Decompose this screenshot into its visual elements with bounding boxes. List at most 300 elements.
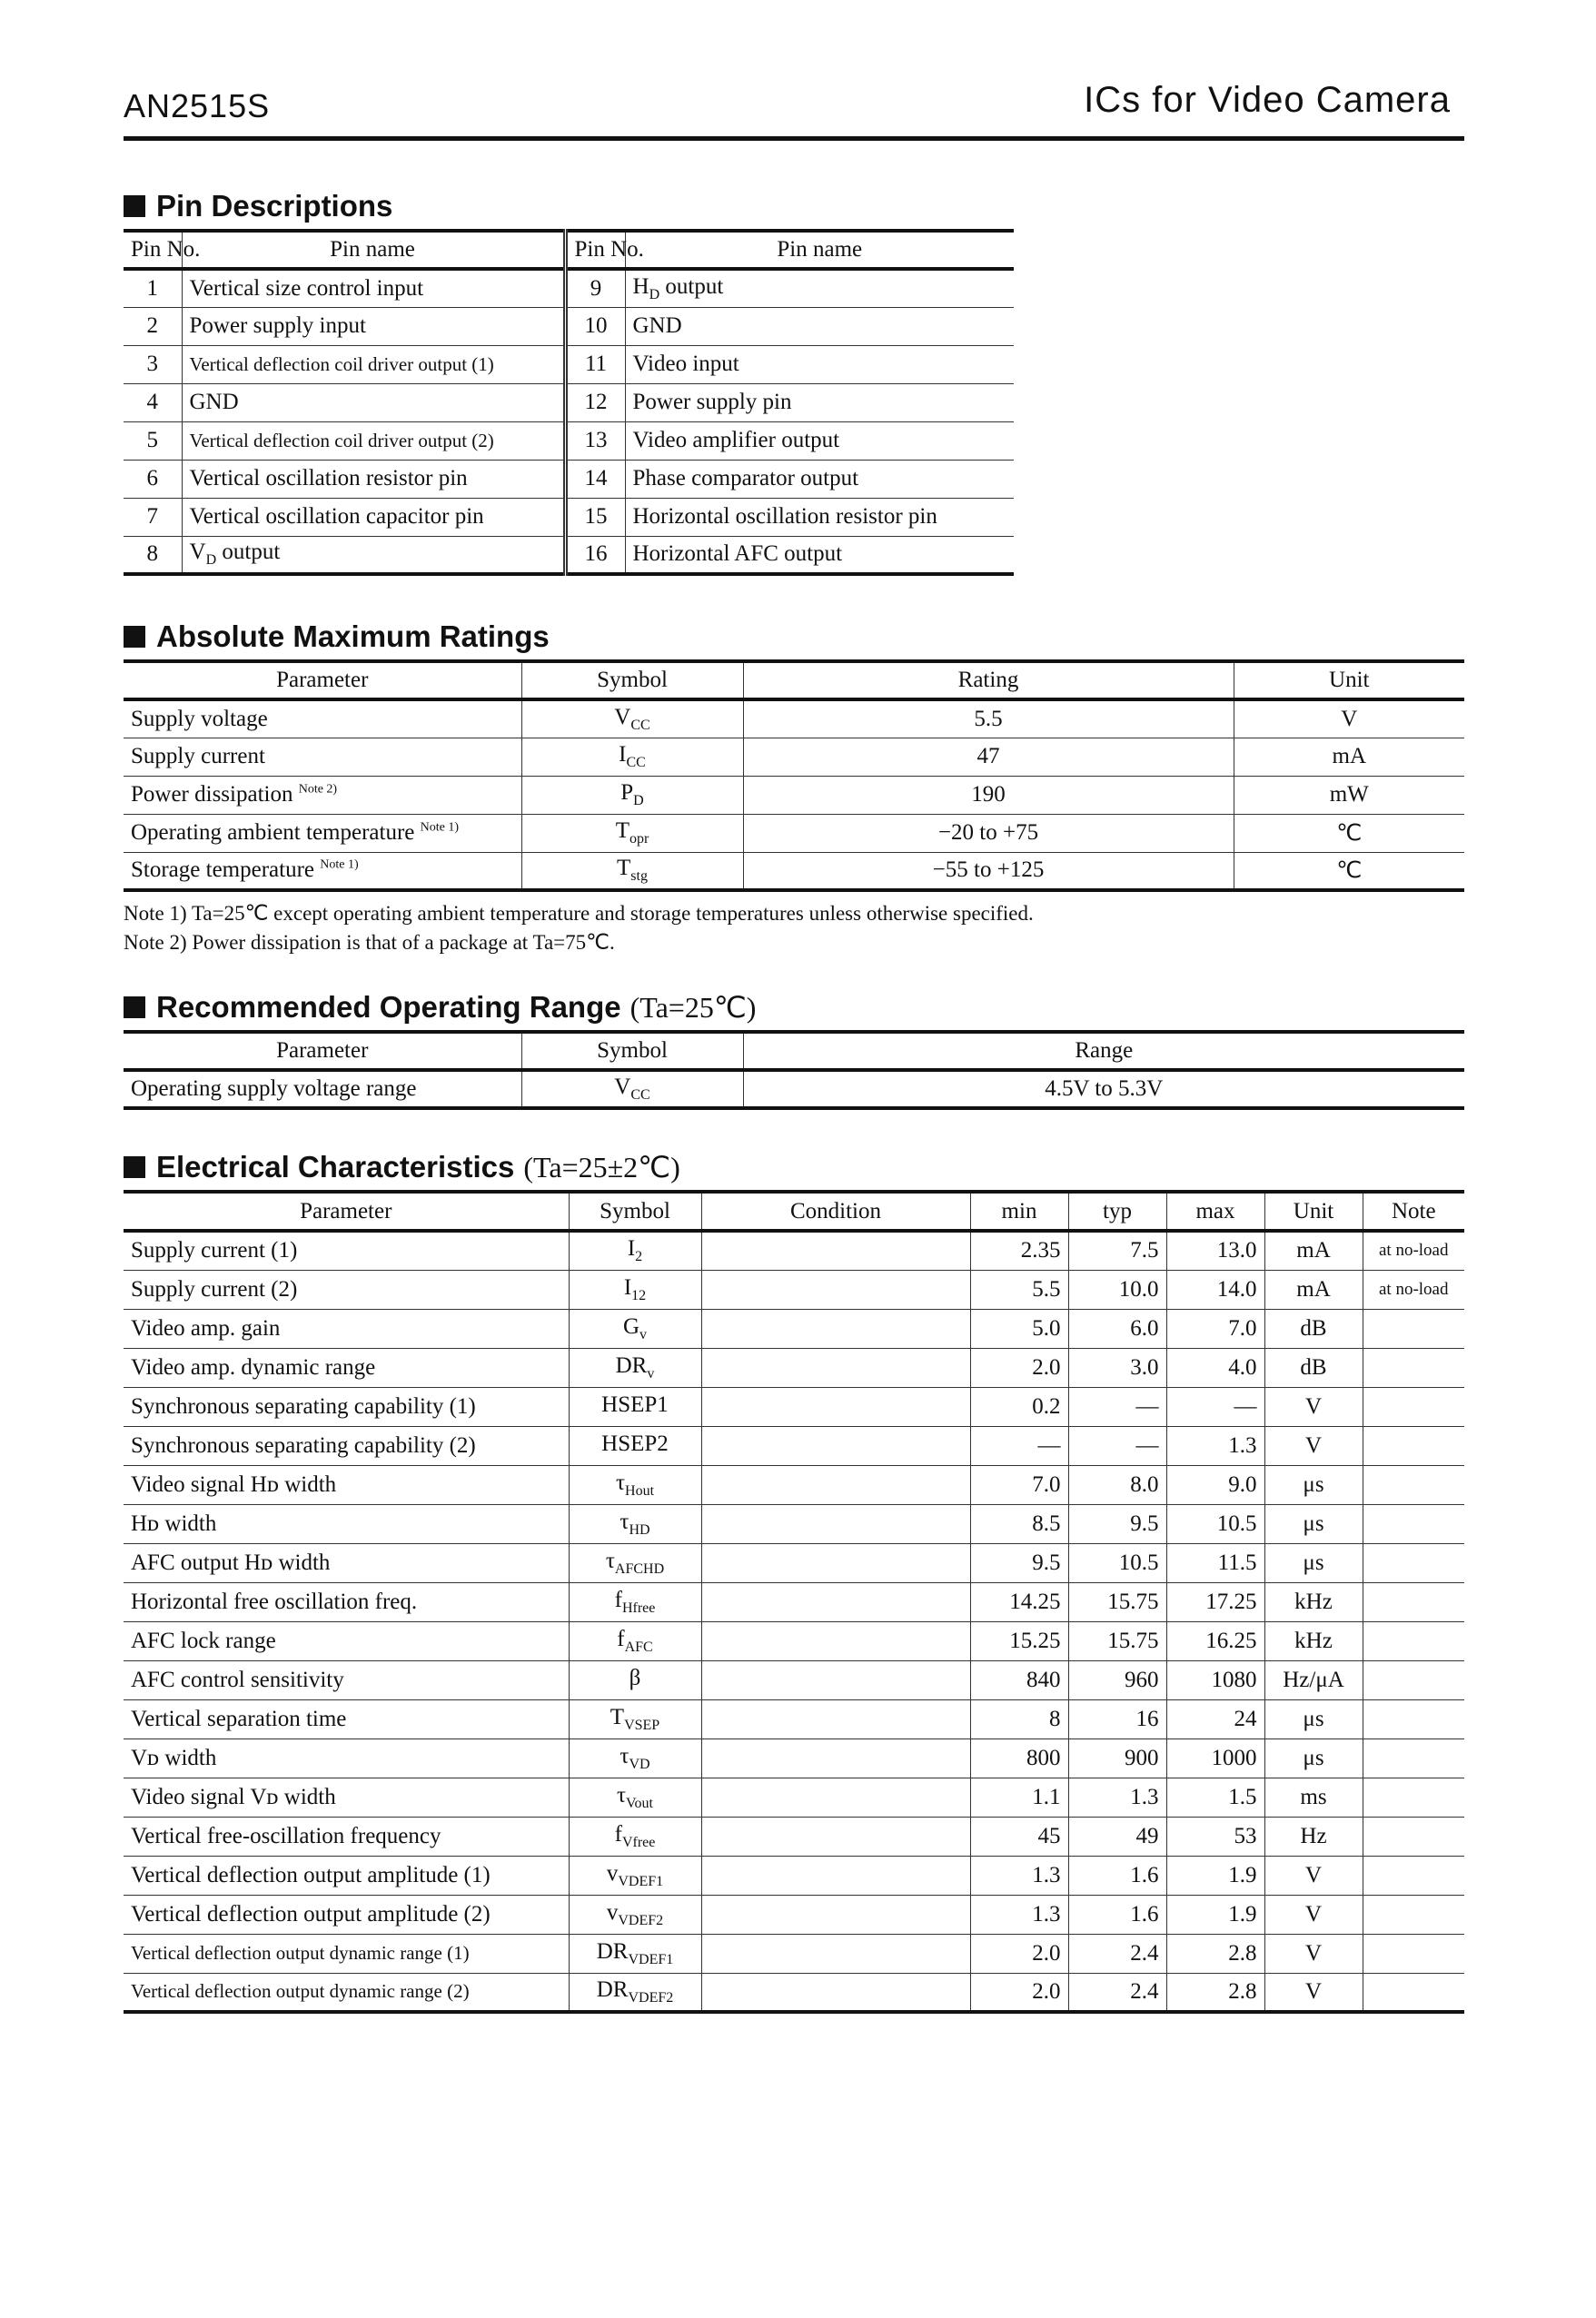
min-cell: 1.1 bbox=[970, 1778, 1068, 1817]
symbol-subscript: HD bbox=[629, 1521, 650, 1538]
max-cell: — bbox=[1166, 1387, 1264, 1426]
symbol-subscript: VDEF2 bbox=[618, 1912, 664, 1928]
pin-name-text: Phase comparator output bbox=[632, 466, 859, 490]
table-row bbox=[124, 1699, 1464, 1738]
parameter-text: Supply current bbox=[131, 744, 265, 768]
col-pin-no: Pin No. bbox=[124, 231, 182, 269]
pin-name-text: Vertical oscillation capacitor pin bbox=[189, 504, 484, 529]
note-cell bbox=[1363, 1465, 1464, 1504]
pin-number: 14 bbox=[565, 460, 625, 498]
symbol-cell bbox=[569, 1504, 701, 1543]
pin-name-text: Vertical size control input bbox=[189, 275, 424, 301]
max-cell: 1.9 bbox=[1166, 1895, 1264, 1934]
pin-number: 13 bbox=[565, 421, 625, 460]
unit-cell: Hz bbox=[1264, 1817, 1363, 1856]
unit-cell: dB bbox=[1264, 1348, 1363, 1387]
symbol-text: I bbox=[623, 1274, 632, 1300]
table-row bbox=[124, 269, 1014, 307]
rating-cell: 190 bbox=[743, 776, 1234, 814]
electrical-characteristics-table bbox=[124, 1190, 1464, 2014]
symbol-cell bbox=[569, 1856, 701, 1895]
unit-cell: μs bbox=[1264, 1699, 1363, 1738]
symbol-subscript: opr bbox=[629, 831, 649, 847]
pin-number: 8 bbox=[124, 536, 182, 574]
rating-cell: −55 to +125 bbox=[743, 852, 1234, 890]
unit-cell: Hz/μA bbox=[1264, 1660, 1363, 1699]
typ-cell: 2.4 bbox=[1068, 1973, 1166, 2012]
symbol-subscript: AFC bbox=[624, 1639, 653, 1655]
symbol-cell bbox=[569, 1387, 701, 1426]
table-row bbox=[124, 1895, 1464, 1934]
unit-cell: ℃ bbox=[1234, 814, 1464, 852]
symbol-cell bbox=[521, 738, 743, 776]
table-row bbox=[124, 1660, 1464, 1699]
min-cell: 1.3 bbox=[970, 1856, 1068, 1895]
symbol-cell bbox=[569, 1231, 701, 1270]
min-cell: 9.5 bbox=[970, 1543, 1068, 1582]
parameter-cell: Vᴅ width bbox=[124, 1738, 569, 1778]
typ-cell: 8.0 bbox=[1068, 1465, 1166, 1504]
parameter-cell: Supply current (2) bbox=[124, 1270, 569, 1309]
parameter-cell bbox=[124, 814, 521, 852]
col-symbol: Symbol bbox=[569, 1192, 701, 1231]
min-cell: 840 bbox=[970, 1660, 1068, 1699]
symbol-subscript: v bbox=[639, 1326, 648, 1342]
table-row bbox=[124, 1778, 1464, 1817]
symbol-text: f bbox=[617, 1626, 625, 1651]
symbol-text: T bbox=[615, 818, 629, 843]
note-cell bbox=[1363, 1543, 1464, 1582]
table-row bbox=[124, 421, 1014, 460]
max-cell: 13.0 bbox=[1166, 1231, 1264, 1270]
pin-name-text: Video amplifier output bbox=[632, 428, 840, 452]
note-cell bbox=[1363, 1621, 1464, 1660]
symbol-cell bbox=[569, 1895, 701, 1934]
category-title: ICs for Video Camera bbox=[1084, 80, 1451, 120]
pin-number: 10 bbox=[565, 307, 625, 345]
typ-cell: 6.0 bbox=[1068, 1309, 1166, 1348]
symbol-text: DR bbox=[596, 1976, 629, 2002]
parameter-cell: Vertical deflection output amplitude (2) bbox=[124, 1895, 569, 1934]
note-cell bbox=[1363, 1582, 1464, 1621]
condition-cell bbox=[701, 1660, 970, 1699]
pin-name bbox=[625, 307, 1014, 345]
symbol-text: τ bbox=[605, 1548, 615, 1573]
symbol-text: DR bbox=[596, 1938, 629, 1964]
absolute-max-heading: Absolute Maximum Ratings bbox=[124, 619, 550, 654]
pin-name-text: Power supply pin bbox=[632, 390, 792, 414]
condition-cell bbox=[701, 1387, 970, 1426]
section-bullet-icon bbox=[124, 626, 145, 648]
max-cell: 53 bbox=[1166, 1817, 1264, 1856]
typ-cell: — bbox=[1068, 1426, 1166, 1465]
symbol-cell bbox=[569, 1817, 701, 1856]
symbol-subscript: VD bbox=[629, 1756, 650, 1772]
unit-cell: dB bbox=[1264, 1309, 1363, 1348]
symbol-text: I bbox=[627, 1236, 636, 1262]
unit-cell: mA bbox=[1264, 1270, 1363, 1309]
min-cell: — bbox=[970, 1426, 1068, 1465]
parameter-cell bbox=[124, 776, 521, 814]
symbol-subscript: VDEF2 bbox=[628, 1989, 674, 2006]
typ-cell: 16 bbox=[1068, 1699, 1166, 1738]
pin-number: 15 bbox=[565, 498, 625, 536]
ratings-notes bbox=[124, 899, 1034, 957]
table-header-row bbox=[124, 231, 1014, 269]
unit-cell: μs bbox=[1264, 1465, 1363, 1504]
symbol-text: I bbox=[619, 742, 627, 767]
max-cell: 1000 bbox=[1166, 1738, 1264, 1778]
parameter-cell: Video amp. dynamic range bbox=[124, 1348, 569, 1387]
condition-cell bbox=[701, 1973, 970, 2012]
pin-number: 5 bbox=[124, 421, 182, 460]
unit-cell: V bbox=[1264, 1895, 1363, 1934]
table-row bbox=[124, 1070, 1464, 1108]
condition-cell bbox=[701, 1426, 970, 1465]
symbol-text: β bbox=[629, 1665, 641, 1690]
rating-cell: 47 bbox=[743, 738, 1234, 776]
parameter-cell: Operating supply voltage range bbox=[124, 1070, 521, 1108]
symbol-subscript: CC bbox=[626, 755, 646, 770]
parameter-cell: Vertical deflection output dynamic range (1) bbox=[124, 1934, 569, 1973]
min-cell: 8.5 bbox=[970, 1504, 1068, 1543]
unit-cell: kHz bbox=[1264, 1582, 1363, 1621]
parameter-cell: Vertical free-oscillation frequency bbox=[124, 1817, 569, 1856]
parameter-text: Supply voltage bbox=[131, 706, 268, 731]
min-cell: 0.2 bbox=[970, 1387, 1068, 1426]
table-header-row bbox=[124, 661, 1464, 699]
note-cell bbox=[1363, 1895, 1464, 1934]
table-row bbox=[124, 1543, 1464, 1582]
min-cell: 2.0 bbox=[970, 1934, 1068, 1973]
parameter-cell: Supply current (1) bbox=[124, 1231, 569, 1270]
max-cell: 10.5 bbox=[1166, 1504, 1264, 1543]
typ-cell: 10.5 bbox=[1068, 1543, 1166, 1582]
symbol-cell bbox=[521, 776, 743, 814]
parameter-cell: AFC lock range bbox=[124, 1621, 569, 1660]
pin-name-text: Power supply input bbox=[189, 313, 366, 338]
min-cell: 7.0 bbox=[970, 1465, 1068, 1504]
absolute-max-table bbox=[124, 659, 1464, 892]
parameter-cell: Vertical deflection output amplitude (1) bbox=[124, 1856, 569, 1895]
min-cell: 45 bbox=[970, 1817, 1068, 1856]
note-cell bbox=[1363, 1699, 1464, 1738]
pin-name bbox=[182, 383, 565, 421]
symbol-cell bbox=[569, 1699, 701, 1738]
table-row bbox=[124, 1231, 1464, 1270]
condition-cell bbox=[701, 1778, 970, 1817]
col-parameter: Parameter bbox=[124, 1032, 521, 1070]
section-bullet-icon bbox=[124, 1156, 145, 1178]
note-2: Note 2) Power dissipation is that of a package at Ta=75℃. bbox=[124, 931, 615, 954]
typ-cell: — bbox=[1068, 1387, 1166, 1426]
max-cell: 2.8 bbox=[1166, 1973, 1264, 2012]
pin-name bbox=[625, 345, 1014, 383]
pin-number: 11 bbox=[565, 345, 625, 383]
pin-number: 16 bbox=[565, 536, 625, 574]
table-row bbox=[124, 814, 1464, 852]
pin-name bbox=[625, 498, 1014, 536]
symbol-cell bbox=[521, 699, 743, 738]
parameter-cell: Video signal Vᴅ width bbox=[124, 1778, 569, 1817]
col-pin-no: Pin No. bbox=[565, 231, 625, 269]
unit-cell: ms bbox=[1264, 1778, 1363, 1817]
min-cell: 800 bbox=[970, 1738, 1068, 1778]
parameter-cell: AFC output Hᴅ width bbox=[124, 1543, 569, 1582]
col-unit: Unit bbox=[1234, 661, 1464, 699]
note-cell bbox=[1363, 1778, 1464, 1817]
pin-name bbox=[182, 269, 565, 307]
symbol-cell bbox=[569, 1348, 701, 1387]
pin-name bbox=[625, 460, 1014, 498]
typ-cell: 3.0 bbox=[1068, 1348, 1166, 1387]
note-cell bbox=[1363, 1426, 1464, 1465]
recommended-range-heading: Recommended Operating Range (Ta=25℃) bbox=[124, 990, 756, 1025]
pin-number: 6 bbox=[124, 460, 182, 498]
pin-descriptions-table bbox=[124, 229, 1014, 576]
condition-cell bbox=[701, 1504, 970, 1543]
condition-cell bbox=[701, 1231, 970, 1270]
pin-name-text: Video input bbox=[632, 352, 739, 376]
min-cell: 5.0 bbox=[970, 1309, 1068, 1348]
parameter-cell: Video signal Hᴅ width bbox=[124, 1465, 569, 1504]
condition-cell bbox=[701, 1348, 970, 1387]
electrical-condition: (Ta=25±2℃) bbox=[523, 1151, 680, 1184]
pin-number: 12 bbox=[565, 383, 625, 421]
condition-cell bbox=[701, 1738, 970, 1778]
table-row bbox=[124, 460, 1014, 498]
parameter-cell: AFC control sensitivity bbox=[124, 1660, 569, 1699]
symbol-text: V bbox=[614, 704, 631, 729]
symbol-cell bbox=[569, 1426, 701, 1465]
symbol-text: τ bbox=[620, 1743, 629, 1768]
table-row bbox=[124, 383, 1014, 421]
max-cell: 1.9 bbox=[1166, 1856, 1264, 1895]
range-cell: 4.5V to 5.3V bbox=[743, 1070, 1464, 1108]
pin-name-text: Vertical deflection coil driver output (2) bbox=[189, 429, 494, 451]
pin-descriptions-heading: Pin Descriptions bbox=[124, 189, 392, 223]
pin-name bbox=[182, 307, 565, 345]
table-row bbox=[124, 1348, 1464, 1387]
parameter-cell: Synchronous separating capability (1) bbox=[124, 1387, 569, 1426]
pin-name-subscript: D bbox=[205, 552, 217, 569]
typ-cell: 900 bbox=[1068, 1738, 1166, 1778]
typ-cell: 960 bbox=[1068, 1660, 1166, 1699]
note-cell bbox=[1363, 1387, 1464, 1426]
parameter-cell: Vertical separation time bbox=[124, 1699, 569, 1738]
typ-cell: 7.5 bbox=[1068, 1231, 1166, 1270]
note-cell bbox=[1363, 1504, 1464, 1543]
table-row bbox=[124, 1465, 1464, 1504]
max-cell: 4.0 bbox=[1166, 1348, 1264, 1387]
symbol-subscript: Vout bbox=[626, 1795, 653, 1811]
min-cell: 8 bbox=[970, 1699, 1068, 1738]
table-row bbox=[124, 1504, 1464, 1543]
symbol-text: T bbox=[610, 1704, 625, 1729]
symbol-subscript: 12 bbox=[631, 1287, 647, 1303]
condition-cell bbox=[701, 1621, 970, 1660]
note-1: Note 1) Ta=25℃ except operating ambient temperature and storage temperatures unless otherwise specified. bbox=[124, 902, 1034, 925]
condition-cell bbox=[701, 1895, 970, 1934]
table-header-row bbox=[124, 1032, 1464, 1070]
symbol-text: τ bbox=[615, 1470, 626, 1495]
parameter-cell: Video amp. gain bbox=[124, 1309, 569, 1348]
parameter-cell bbox=[124, 852, 521, 890]
table-row bbox=[124, 1387, 1464, 1426]
symbol-cell bbox=[569, 1465, 701, 1504]
table-row bbox=[124, 1426, 1464, 1465]
symbol-subscript: VDEF1 bbox=[628, 1951, 674, 1967]
symbol-cell: $V_{CC}$ bbox=[521, 1070, 743, 1108]
pin-name-tail: output bbox=[659, 273, 724, 299]
parameter-cell: Horizontal free oscillation freq. bbox=[124, 1582, 569, 1621]
col-pin-name: Pin name bbox=[182, 231, 565, 269]
col-parameter: Parameter bbox=[124, 661, 521, 699]
symbol-cell bbox=[569, 1934, 701, 1973]
note-cell bbox=[1363, 1738, 1464, 1778]
pin-name bbox=[625, 269, 1014, 307]
symbol-text: HSEP2 bbox=[601, 1431, 669, 1456]
symbol-subscript: Hfree bbox=[621, 1600, 656, 1616]
part-number: AN2515S bbox=[124, 87, 271, 124]
condition-cell bbox=[701, 1699, 970, 1738]
symbol-text: v bbox=[606, 1899, 619, 1925]
pin-name-text: Vertical oscillation resistor pin bbox=[189, 466, 468, 490]
table-header-row bbox=[124, 1192, 1464, 1231]
max-cell: 17.25 bbox=[1166, 1582, 1264, 1621]
pin-number: 3 bbox=[124, 345, 182, 383]
table-row bbox=[124, 852, 1464, 890]
pin-name bbox=[182, 536, 565, 574]
unit-cell: μs bbox=[1264, 1504, 1363, 1543]
symbol-subscript: CC bbox=[630, 717, 650, 733]
condition-cell bbox=[701, 1856, 970, 1895]
table-row bbox=[124, 1309, 1464, 1348]
col-typ: typ bbox=[1068, 1192, 1166, 1231]
note-cell bbox=[1363, 1660, 1464, 1699]
unit-cell: ℃ bbox=[1234, 852, 1464, 890]
col-note: Note bbox=[1363, 1192, 1464, 1231]
pin-name-text: H bbox=[632, 273, 649, 299]
unit-cell: mW bbox=[1234, 776, 1464, 814]
note-cell bbox=[1363, 1348, 1464, 1387]
pin-name bbox=[625, 383, 1014, 421]
symbol-subscript: Vfree bbox=[621, 1834, 656, 1850]
symbol-text: f bbox=[614, 1821, 622, 1847]
pin-number: 1 bbox=[124, 269, 182, 307]
section-bullet-icon bbox=[124, 195, 145, 217]
condition-cell bbox=[701, 1934, 970, 1973]
note-cell bbox=[1363, 1817, 1464, 1856]
typ-cell: 49 bbox=[1068, 1817, 1166, 1856]
pin-name bbox=[625, 536, 1014, 574]
parameter-cell: Synchronous separating capability (2) bbox=[124, 1426, 569, 1465]
symbol-cell bbox=[521, 814, 743, 852]
note-reference: Note 1) bbox=[320, 857, 359, 872]
symbol-subscript: D bbox=[633, 793, 644, 808]
parameter-cell: Hᴅ width bbox=[124, 1504, 569, 1543]
table-row bbox=[124, 1973, 1464, 2012]
max-cell: 1080 bbox=[1166, 1660, 1264, 1699]
min-cell: 14.25 bbox=[970, 1582, 1068, 1621]
parameter-text: Power dissipation bbox=[131, 782, 293, 807]
col-unit: Unit bbox=[1264, 1192, 1363, 1231]
recommended-range-table bbox=[124, 1030, 1464, 1110]
min-cell: 2.35 bbox=[970, 1231, 1068, 1270]
pin-name-text: Horizontal AFC output bbox=[632, 541, 843, 567]
pin-name-tail: output bbox=[216, 540, 281, 565]
unit-cell: V bbox=[1264, 1934, 1363, 1973]
symbol-subscript: stg bbox=[630, 868, 648, 885]
pin-number: 7 bbox=[124, 498, 182, 536]
table-row bbox=[124, 1856, 1464, 1895]
condition-cell bbox=[701, 1309, 970, 1348]
table-row bbox=[124, 738, 1464, 776]
unit-cell: μs bbox=[1264, 1543, 1363, 1582]
symbol-cell bbox=[569, 1738, 701, 1778]
unit-cell: V bbox=[1264, 1973, 1363, 2012]
condition-cell bbox=[701, 1582, 970, 1621]
max-cell: 9.0 bbox=[1166, 1465, 1264, 1504]
parameter-cell: Vertical deflection output dynamic range (2) bbox=[124, 1973, 569, 2012]
symbol-text: HSEP1 bbox=[601, 1392, 669, 1417]
condition-cell bbox=[701, 1270, 970, 1309]
pin-name bbox=[625, 421, 1014, 460]
typ-cell: 1.3 bbox=[1068, 1778, 1166, 1817]
col-parameter: Parameter bbox=[124, 1192, 569, 1231]
max-cell: 2.8 bbox=[1166, 1934, 1264, 1973]
unit-cell: kHz bbox=[1264, 1621, 1363, 1660]
col-symbol: Symbol bbox=[521, 661, 743, 699]
rating-cell: −20 to +75 bbox=[743, 814, 1234, 852]
symbol-text: τ bbox=[620, 1509, 629, 1534]
recommended-condition: (Ta=25℃) bbox=[629, 991, 757, 1024]
note-cell bbox=[1363, 1973, 1464, 2012]
table-row bbox=[124, 536, 1014, 574]
table-row bbox=[124, 1817, 1464, 1856]
min-cell: 2.0 bbox=[970, 1973, 1068, 2012]
unit-cell: mA bbox=[1264, 1231, 1363, 1270]
pin-number: 4 bbox=[124, 383, 182, 421]
note-reference: Note 1) bbox=[420, 820, 460, 835]
table-row bbox=[124, 1621, 1464, 1660]
pin-name-subscript: D bbox=[649, 286, 660, 302]
table-row bbox=[124, 1582, 1464, 1621]
note-reference: Note 2) bbox=[298, 782, 338, 797]
section-bullet-icon bbox=[124, 996, 145, 1018]
unit-cell: V bbox=[1234, 699, 1464, 738]
table-row bbox=[124, 699, 1464, 738]
note-cell: at no-load bbox=[1363, 1231, 1464, 1270]
parameter-text: Operating ambient temperature bbox=[131, 820, 415, 845]
max-cell: 7.0 bbox=[1166, 1309, 1264, 1348]
min-cell: 5.5 bbox=[970, 1270, 1068, 1309]
typ-cell: 2.4 bbox=[1068, 1934, 1166, 1973]
symbol-subscript: VSEP bbox=[624, 1717, 660, 1733]
pin-name bbox=[182, 421, 565, 460]
symbol-text: v bbox=[606, 1860, 619, 1886]
unit-cell: μs bbox=[1264, 1738, 1363, 1778]
pin-name bbox=[182, 498, 565, 536]
note-cell bbox=[1363, 1309, 1464, 1348]
max-cell: 1.5 bbox=[1166, 1778, 1264, 1817]
condition-cell bbox=[701, 1465, 970, 1504]
max-cell: 24 bbox=[1166, 1699, 1264, 1738]
electrical-heading: Electrical Characteristics (Ta=25±2℃) bbox=[124, 1150, 680, 1184]
symbol-text: P bbox=[620, 780, 634, 805]
col-min: min bbox=[970, 1192, 1068, 1231]
max-cell: 11.5 bbox=[1166, 1543, 1264, 1582]
